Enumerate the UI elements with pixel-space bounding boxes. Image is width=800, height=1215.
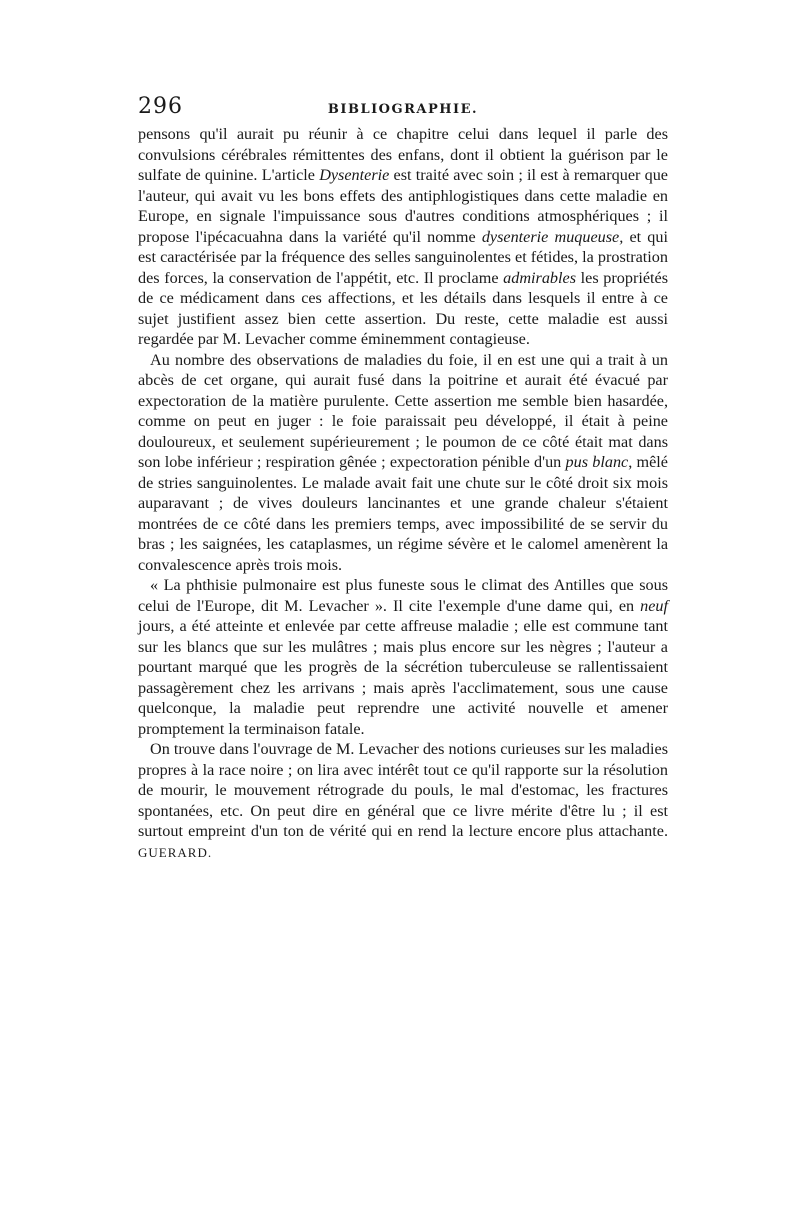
italic-term: dysenterie muqueuse, <box>481 227 624 246</box>
italic-term: Dysenterie <box>319 166 390 184</box>
paragraph-3: « La phthisie pulmonaire est plus funeste sous le climat des Antilles que sous celui de l'Europe, dit M. Levacher ». Il cite l'exemple d'une dame qui, en neuf jours, a été atteinte et enlevée par cette affreuse maladie ; elle est commune tant sur les blancs que sur les mulâtres ; mais plus encore sur les nègres ; l'auteur a pourtant marqué que les progrès de la sécrétion tuberculeuse se rallentissaient passagèrement chez les arrivans ; mais après l'acclimatement, sous une cause quelconque, la maladie peut reprendre une activité nouvelle et amener promptement la terminaison fatale. <box>138 576 668 738</box>
body-text <box>138 124 668 863</box>
paragraph-1: pensons qu'il aurait pu réunir à ce chapitre celui dans lequel il parle des convulsions cérébrales rémittentes des enfans, dont il obtient la guérison par le sulfate de quinine. L'article Dysenterie est traité avec soin ; il est à remarquer que l'auteur, qui avait vu les bons effets des antiphlogistiques dans cette maladie en Europe, en signale l'impuissance sous d'autres conditions atmosphériques ; il propose l'ipécacuahna dans la variété qu'il nomme dysenterie muqueuse, et qui est caractérisée par la fréquence des selles sanguinolentes et fétides, la prostration des forces, la conservation de l'appétit, etc. Il proclame admirables les propriétés de ce médicament dans ces affections, et les détails dans lesquels il entre à ce sujet justifient assez bien cette assertion. Du reste, cette maladie est aussi regardée par M. Levacher comme éminemment contagieuse. <box>138 125 668 348</box>
paragraph-2: Au nombre des observations de maladies du foie, il en est une qui a trait à un abcès de cet organe, qui aurait fusé dans la poitrine et aurait été évacué par expectoration de la matière purulente. Cette assertion me semble bien hasardée, comme on peut en juger : le foie paraissait peu développé, il était à peine douloureux, et seulement supérieurement ; le poumon de ce côté était mat dans son lobe inférieur ; respiration gênée ; expectoration pénible d'un pus blanc, mêlé de stries sanguinolentes. Le malade avait fait une chute sur le côté droit six mois auparavant ; de vives douleurs lancinantes et une grande chaleur s'étaient montrées de ce côté dans les premiers temps, avec impossibilité de se servir du bras ; les saignées, les cataplasmes, un régime sévère et le calomel amenèrent la convalescence après trois mois. <box>138 350 668 574</box>
paragraph-4: On trouve dans l'ouvrage de M. Levacher des notions curieuses sur les maladies propres à la race noire ; on lira avec intérêt tout ce qu'il rapporte sur la résolution de mourir, le mouvement rétrograde du pouls, le mal d'estomac, les fractures spontanées, etc. On peut dire en général que ce livre mérite d'être lu ; il est surtout empreint d'un ton de vérité qui en rend la lecture encore plus attachante. GUERARD. <box>138 740 668 860</box>
italic-term: neuf <box>640 596 668 615</box>
running-head: BIBLIOGRAPHIE. <box>327 102 479 117</box>
author-signature: GUERARD. <box>138 844 213 860</box>
page-number: 296 <box>138 94 183 119</box>
page-header <box>138 96 668 122</box>
italic-term: admirables <box>503 268 576 287</box>
italic-term: pus blanc <box>565 453 629 471</box>
page <box>138 96 668 1186</box>
